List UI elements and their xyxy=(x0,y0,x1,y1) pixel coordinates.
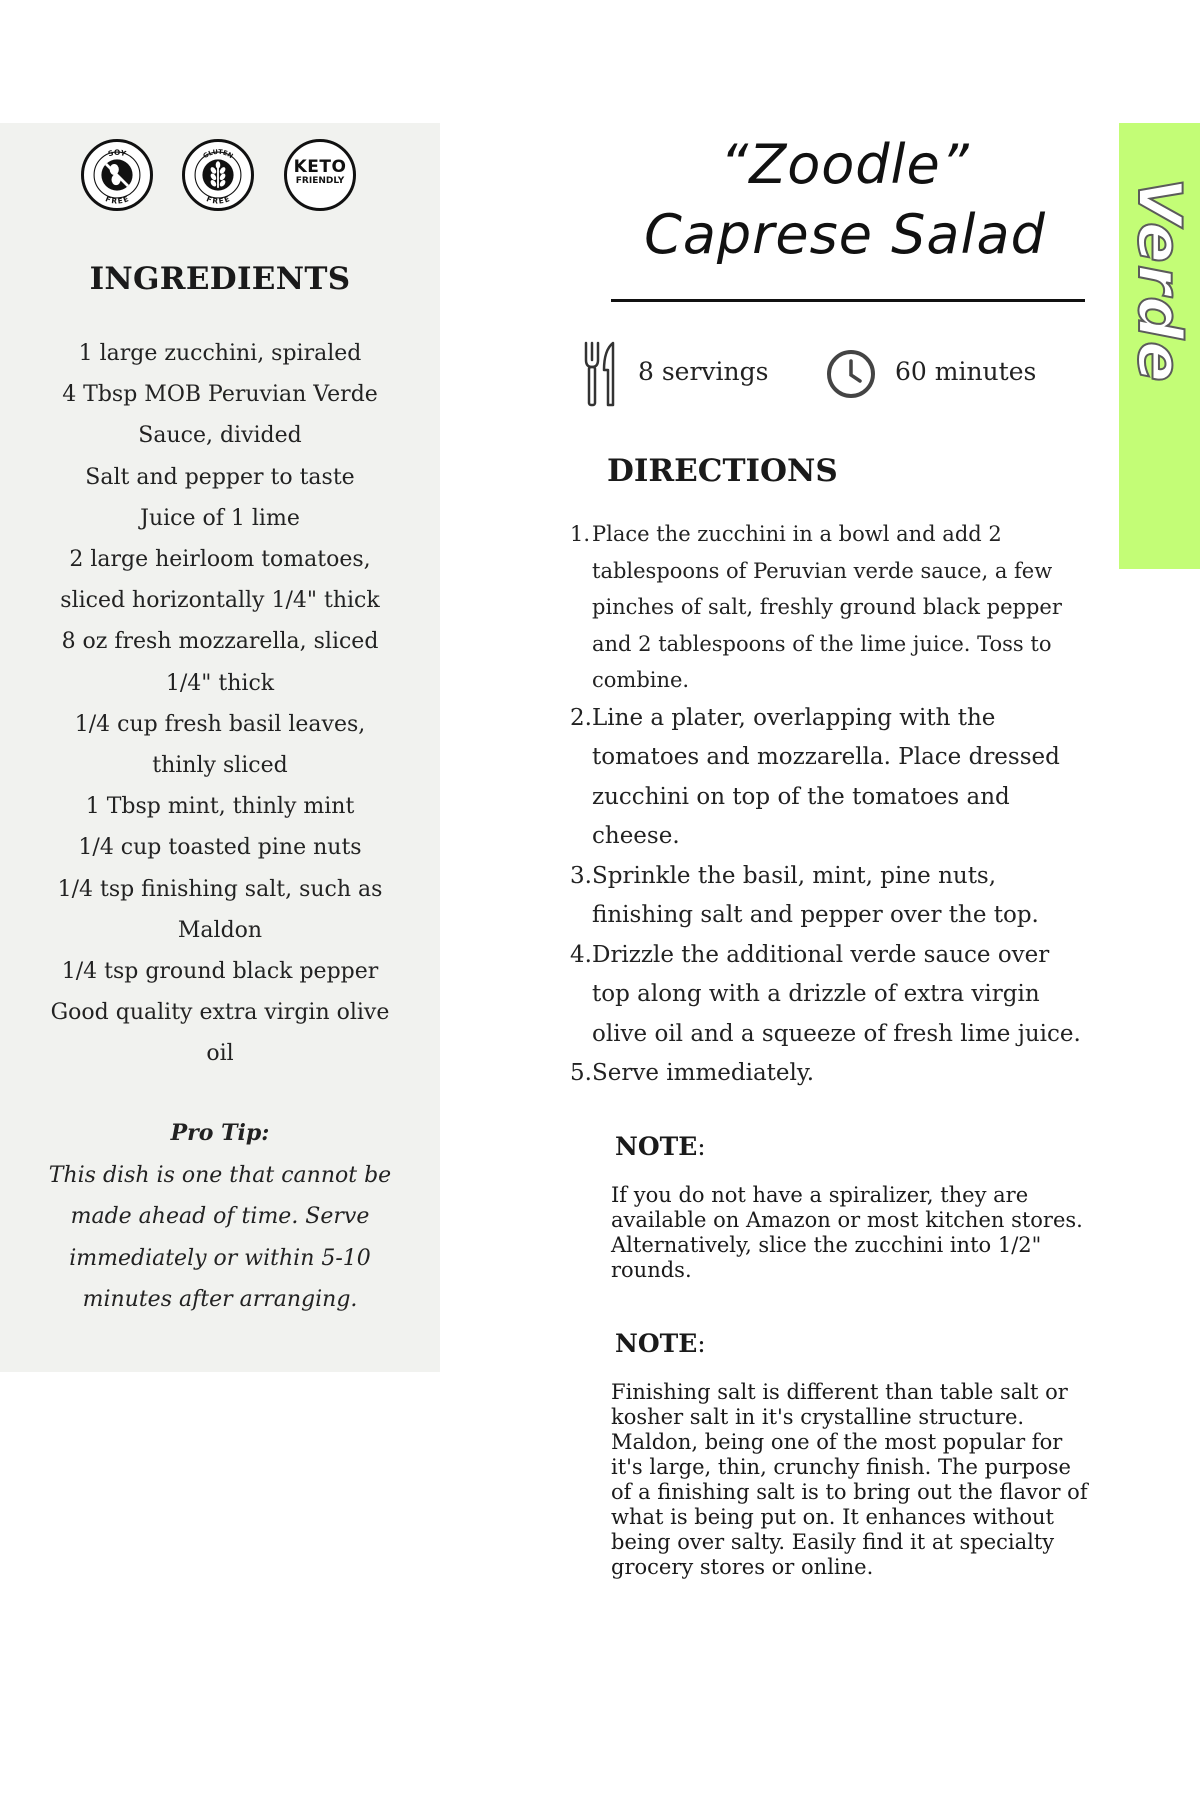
ingredient-item: 1/4 cup fresh basil leaves, xyxy=(74,711,366,737)
step-text: Serve immediately. xyxy=(592,1060,815,1086)
note-heading xyxy=(615,1132,706,1161)
ingredient-item: sliced horizontally 1/4" thick xyxy=(60,588,380,614)
title-divider xyxy=(611,299,1085,302)
direction-step xyxy=(570,516,1085,699)
pro-tip-line: This dish is one that cannot be xyxy=(48,1162,392,1188)
ingredient-item: 1/4" thick xyxy=(165,670,275,696)
recipe-title-line2: Caprese Salad xyxy=(644,203,1046,266)
cook-time: 60 minutes xyxy=(895,357,1037,386)
ingredient-item: Good quality extra virgin olive xyxy=(50,1000,390,1026)
ingredient-item: thinly sliced xyxy=(152,753,288,779)
note-body: Finishing salt is different than table salt or kosher salt in it's crystalline structure. Maldon, being one of the most popular for it's large, thin, crunchy finish. The purpose of a finishing salt is to bring out the flavor of what is being put on. It enhances without being over salty. Easily find it at specialty grocery stores or online. xyxy=(611,1380,1088,1579)
gluten-badge-bottom-text: FREE xyxy=(205,194,231,206)
ingredient-item: Sauce, divided xyxy=(138,423,302,449)
pro-tip xyxy=(40,1113,400,1321)
soy-badge-top-text: SOY xyxy=(107,147,127,159)
direction-step xyxy=(570,1054,1085,1094)
soy-badge-bottom-text: FREE xyxy=(104,194,130,206)
servings-count: 8 servings xyxy=(638,357,769,386)
direction-step xyxy=(570,699,1085,857)
keto-badge-text: KETO xyxy=(293,157,347,177)
step-number: 3. xyxy=(570,862,592,889)
ingredient-item: 1/4 cup toasted pine nuts xyxy=(78,835,362,861)
direction-step xyxy=(570,857,1085,936)
gluten-free-badge xyxy=(182,139,254,211)
ingredients-list xyxy=(40,333,400,1075)
verde-tab-label: Verde xyxy=(1124,178,1194,384)
ingredient-item: 2 large heirloom tomatoes, xyxy=(69,547,371,573)
svg-text:FREE xyxy=(104,194,130,205)
step-text: Place the zucchini in a bowl and add 2 tablespoons of Peruvian verde sauce, a few pinches of salt, freshly ground black pepper and 2 tablespoons of the lime juice. Toss to combine. xyxy=(592,522,1062,692)
note-label: NOTE xyxy=(615,1132,698,1161)
svg-text:SOY xyxy=(107,148,128,159)
direction-step xyxy=(570,936,1085,1055)
directions-heading: DIRECTIONS xyxy=(607,453,838,489)
soybean-icon xyxy=(84,142,150,208)
ingredient-item: Juice of 1 lime xyxy=(140,505,300,531)
ingredients-panel xyxy=(0,123,440,1372)
ingredient-item: Maldon xyxy=(177,917,263,943)
pro-tip-text xyxy=(40,1155,400,1321)
step-number: 1. xyxy=(570,522,591,546)
recipe-title-line1: “Zoodle” xyxy=(720,133,970,196)
ingredients-heading: INGREDIENTS xyxy=(89,261,351,297)
pro-tip-title: Pro Tip: xyxy=(170,1120,270,1146)
ingredient-item: 1/4 tsp finishing salt, such as xyxy=(57,876,383,902)
diet-badges xyxy=(0,139,440,219)
keto-badge-subtext: FRIENDLY xyxy=(295,176,345,186)
note-heading xyxy=(615,1329,706,1358)
recipe-title xyxy=(610,130,1080,270)
ingredient-item: Salt and pepper to taste xyxy=(85,464,355,490)
step-number: 2. xyxy=(570,704,592,731)
keto-friendly-badge xyxy=(284,139,356,211)
step-text: Line a plater, overlapping with the tomatoes and mozzarella. Place dressed zucchini on top of the tomatoes and cheese. xyxy=(592,704,1060,849)
note-label: NOTE xyxy=(615,1329,698,1358)
ingredient-item: oil xyxy=(206,1041,234,1067)
clock-icon xyxy=(826,349,876,399)
directions-list xyxy=(570,516,1085,1094)
ingredient-item: 1/4 tsp ground black pepper xyxy=(61,959,379,985)
wheat-icon xyxy=(185,142,251,208)
ingredient-item: 1 Tbsp mint, thinly mint xyxy=(85,794,355,820)
note-colon: : xyxy=(697,1132,706,1161)
step-text: Drizzle the additional verde sauce over top along with a drizzle of extra virgin olive oil and a squeeze of fresh lime juice. xyxy=(592,941,1081,1047)
pro-tip-line: immediately or within 5-10 xyxy=(69,1245,371,1271)
verde-side-tab xyxy=(1119,123,1200,569)
svg-text:GLUTEN xyxy=(202,148,235,160)
fork-knife-icon xyxy=(583,340,617,408)
ingredient-item: 8 oz fresh mozzarella, sliced xyxy=(61,629,379,655)
step-number: 4. xyxy=(570,941,592,968)
note-colon: : xyxy=(697,1329,706,1358)
gluten-badge-top-text: GLUTEN xyxy=(201,147,235,161)
pro-tip-line: made ahead of time. Serve xyxy=(70,1204,370,1229)
note-body: If you do not have a spiralizer, they are available on Amazon or most kitchen stores. Alternatively, slice the zucchini into 1/2" rounds. xyxy=(611,1183,1083,1282)
ingredient-item: 1 large zucchini, spiraled xyxy=(78,341,362,366)
ingredient-item: 4 Tbsp MOB Peruvian Verde xyxy=(62,382,378,408)
step-number: 5. xyxy=(570,1060,592,1086)
svg-text:FREE xyxy=(205,194,231,205)
step-text: Sprinkle the basil, mint, pine nuts, finishing salt and pepper over the top. xyxy=(592,862,1039,928)
pro-tip-line: minutes after arranging. xyxy=(82,1287,358,1312)
soy-free-badge xyxy=(81,139,153,211)
